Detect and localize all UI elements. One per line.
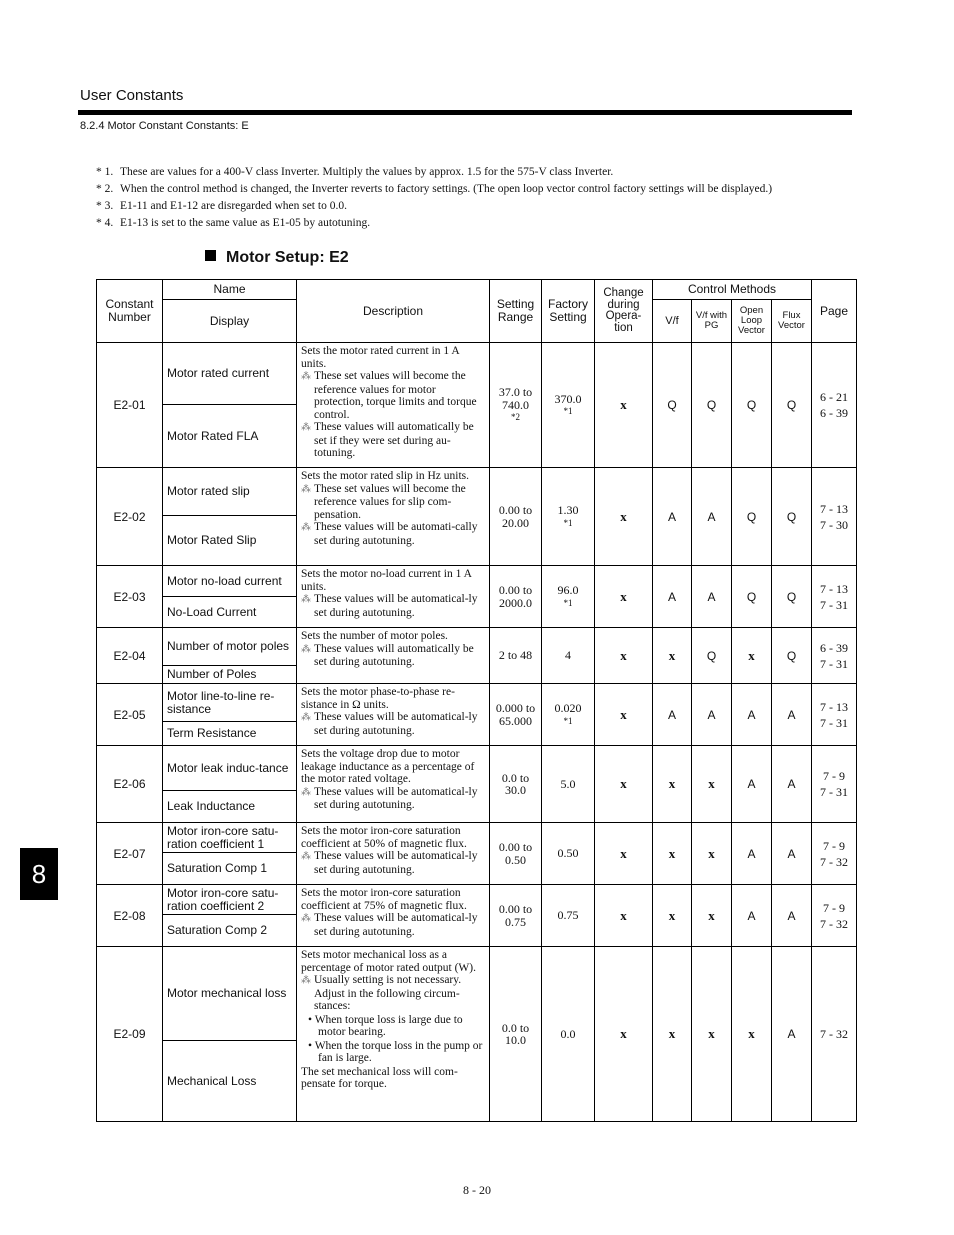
factory-setting-value: 96.0 — [557, 583, 579, 597]
parameter-table — [96, 279, 857, 1122]
constant-number: E2-03 — [97, 566, 163, 628]
parameter-description — [297, 746, 490, 823]
display-name: Leak Inductance — [163, 791, 297, 823]
note-icon: ⁂ — [301, 913, 311, 924]
control-vf-pg: x — [692, 885, 732, 947]
change-during-operation: x — [595, 947, 653, 1122]
footnote-ref: *1 — [563, 715, 573, 726]
note-icon: ⁂ — [301, 522, 311, 533]
setting-range — [490, 746, 542, 823]
factory-setting-value: 5.0 — [560, 776, 576, 791]
setting-range — [490, 947, 542, 1122]
description-note — [301, 421, 485, 460]
bullet-text: When the torque loss in the pump or fan is large. — [314, 1039, 483, 1064]
factory-setting-value: 0.75 — [557, 908, 579, 923]
control-vf-pg: Q — [692, 628, 732, 684]
note-icon: ⁂ — [301, 643, 311, 655]
table-row — [97, 628, 857, 666]
control-flux-vector: A — [772, 746, 812, 823]
description-text: Sets the motor iron-core saturation coefficient at 50% of magnetic flux. — [301, 825, 467, 850]
description-text: Sets the number of motor poles. — [301, 630, 448, 642]
display-name: Term Resistance — [163, 722, 297, 746]
control-vf: x — [653, 885, 692, 947]
description-text: Sets the motor rated current in 1 A units. — [301, 345, 460, 370]
factory-setting — [542, 823, 595, 885]
note-icon: ⁂ — [301, 483, 311, 495]
header-vf: V/f — [653, 300, 692, 343]
footnote-ref: *2 — [511, 412, 520, 423]
footnote-ref: *1 — [563, 406, 573, 416]
parameter-description — [297, 885, 490, 947]
table-row — [97, 566, 857, 597]
control-vf-pg: Q — [692, 343, 732, 468]
description-note — [301, 850, 485, 876]
setting-range-value: 37.0 to 740.0 — [498, 385, 533, 412]
description-note — [301, 643, 485, 669]
control-vf: x — [653, 628, 692, 684]
display-name: Number of Poles — [163, 666, 297, 684]
constant-number: E2-04 — [97, 628, 163, 684]
display-name: Mechanical Loss — [163, 1041, 297, 1122]
note-text: These values will automatically be set during autotuning. — [314, 642, 474, 668]
control-vf-pg: A — [692, 468, 732, 566]
header-name: Name — [163, 280, 297, 300]
constant-number: E2-06 — [97, 746, 163, 823]
note-icon: ⁂ — [301, 712, 311, 723]
factory-setting — [542, 684, 595, 746]
header-constant-number: Constant Number — [97, 280, 163, 343]
description-note — [301, 483, 485, 522]
control-open-loop-vector: A — [732, 823, 772, 885]
control-flux-vector: A — [772, 947, 812, 1122]
header-display: Display — [163, 300, 297, 343]
bullet-item: • When the torque loss in the pump or fan is large. — [308, 1039, 483, 1064]
header-rule — [78, 110, 852, 115]
header-description: Description — [297, 280, 490, 343]
header-factory-setting: Factory Setting — [542, 280, 595, 343]
setting-range — [490, 468, 542, 566]
control-vf: x — [653, 947, 692, 1122]
parameter-name: Motor line-to-line re-sistance — [163, 684, 297, 722]
header-open-loop-vector: Open Loop Vector — [732, 300, 772, 343]
setting-range-value: 0.00 to 20.00 — [498, 503, 533, 530]
factory-setting-value: 1.30 — [557, 503, 579, 517]
note-text: These values will be automati-cally set during autotuning. — [314, 521, 478, 547]
change-during-operation: x — [595, 746, 653, 823]
setting-range-value: 0.000 to 65.000 — [495, 701, 536, 728]
note-icon: ⁂ — [301, 851, 311, 862]
parameter-name: Number of motor poles — [163, 628, 297, 666]
parameter-name: Motor rated slip — [163, 468, 297, 516]
control-flux-vector: Q — [772, 468, 812, 566]
control-open-loop-vector: Q — [732, 566, 772, 628]
parameter-name: Motor iron-core satu-ration coefficient 1 — [163, 823, 297, 853]
description-text: Sets the voltage drop due to motor leakage inductance as a percentage of the motor rated voltage. — [301, 748, 475, 785]
factory-setting — [542, 566, 595, 628]
display-name: Motor Rated FLA — [163, 405, 297, 468]
setting-range-value: 0.00 to 0.75 — [498, 902, 533, 929]
note-icon: ⁂ — [301, 975, 311, 986]
footnote-mark: * 3. — [96, 200, 114, 212]
header-setting-range: Setting Range — [490, 280, 542, 343]
control-vf: A — [653, 684, 692, 746]
setting-range-value: 0.00 to 0.50 — [498, 840, 533, 867]
bullet-list — [301, 1014, 485, 1065]
description-note — [301, 786, 485, 812]
constant-number: E2-01 — [97, 343, 163, 468]
page-reference: 6 - 39 7 - 31 — [812, 628, 857, 684]
control-flux-vector: Q — [772, 566, 812, 628]
control-vf-pg: x — [692, 823, 732, 885]
factory-setting-value: 370.0 — [554, 391, 582, 406]
footnote-mark: * 1. — [96, 166, 114, 178]
control-vf-pg: x — [692, 746, 732, 823]
bullet-item: • When torque loss is large due to motor bearing. — [308, 1013, 463, 1038]
footnote — [96, 217, 796, 230]
control-vf: A — [653, 566, 692, 628]
footnote-mark: * 2. — [96, 183, 114, 195]
square-bullet-icon — [205, 250, 216, 261]
constant-number: E2-08 — [97, 885, 163, 947]
control-flux-vector: A — [772, 885, 812, 947]
control-vf: Q — [653, 343, 692, 468]
table-row — [97, 885, 857, 915]
control-flux-vector: A — [772, 823, 812, 885]
setting-range — [490, 566, 542, 628]
footnote-ref: *1 — [563, 597, 573, 608]
page-reference: 7 - 13 7 - 31 — [812, 566, 857, 628]
setting-range — [490, 628, 542, 684]
bullet-text: When torque loss is large due to motor bearing. — [314, 1013, 463, 1038]
factory-setting — [542, 885, 595, 947]
section-title-text: Motor Setup: E2 — [226, 249, 349, 266]
control-flux-vector: Q — [772, 343, 812, 468]
header-vf-pg: V/f with PG — [692, 300, 732, 343]
factory-setting-value: 0.0 — [560, 1026, 576, 1041]
footnotes — [96, 166, 796, 234]
setting-range-value: 0.0 to 10.0 — [501, 1020, 530, 1047]
header-page: Page — [812, 280, 857, 343]
chapter-tab: 8 — [20, 848, 58, 900]
note-icon: ⁂ — [301, 786, 311, 798]
description-note — [301, 974, 485, 1013]
parameter-description — [297, 947, 490, 1122]
factory-setting — [542, 468, 595, 566]
page-reference: 7 - 9 7 - 31 — [812, 746, 857, 823]
control-open-loop-vector: Q — [732, 468, 772, 566]
control-vf-pg: x — [692, 947, 732, 1122]
setting-range — [490, 823, 542, 885]
note-text: These set values will become the reference values for motor protection, torque limits and torque control. — [314, 370, 477, 421]
footnote-ref: *1 — [563, 517, 573, 528]
header-change-during-operation: Change during Opera- tion — [595, 280, 653, 343]
control-open-loop-vector: x — [732, 628, 772, 684]
description-text: Sets the motor rated slip in Hz units. — [301, 470, 470, 482]
control-flux-vector: A — [772, 684, 812, 746]
change-during-operation: x — [595, 885, 653, 947]
table-row — [97, 746, 857, 791]
footnote-text: E1-11 and E1-12 are disregarded when set to 0.0. — [120, 200, 347, 212]
display-name: Saturation Comp 2 — [163, 915, 297, 947]
control-vf-pg: A — [692, 684, 732, 746]
page-reference: 7 - 13 7 - 30 — [812, 468, 857, 566]
setting-range — [490, 684, 542, 746]
page-reference: 7 - 32 — [812, 947, 857, 1122]
change-during-operation: x — [595, 628, 653, 684]
setting-range-value: 0.0 to 30.0 — [501, 770, 530, 797]
factory-setting — [542, 628, 595, 684]
parameter-name: Motor rated current — [163, 343, 297, 405]
footnote — [96, 183, 796, 196]
parameter-description — [297, 468, 490, 566]
parameter-name: Motor mechanical loss — [163, 947, 297, 1041]
parameter-name: Motor leak induc-tance — [163, 746, 297, 791]
constant-number: E2-02 — [97, 468, 163, 566]
setting-range-value: 2 to 48 — [498, 648, 533, 663]
note-text: These values will be automatical-ly set during autotuning. — [314, 912, 478, 938]
factory-setting — [542, 947, 595, 1122]
parameter-description — [297, 823, 490, 885]
footnote — [96, 166, 796, 179]
setting-range-value: 0.00 to 2000.0 — [498, 583, 533, 610]
control-open-loop-vector: A — [732, 885, 772, 947]
change-during-operation: x — [595, 823, 653, 885]
description-note — [301, 370, 485, 421]
display-name: Saturation Comp 1 — [163, 853, 297, 885]
display-name: No-Load Current — [163, 597, 297, 628]
note-icon: ⁂ — [301, 594, 311, 605]
note-text: Usually setting is not necessary. Adjust in the following circum-stances: — [314, 974, 462, 1012]
control-vf: x — [653, 823, 692, 885]
subsection-title: 8.2.4 Motor Constant Constants: E — [80, 120, 249, 132]
control-open-loop-vector: A — [732, 746, 772, 823]
control-vf-pg: A — [692, 566, 732, 628]
parameter-description — [297, 343, 490, 468]
note-text: These values will be automatical-ly set during autotuning. — [314, 850, 478, 876]
factory-setting — [542, 343, 595, 468]
parameter-description — [297, 628, 490, 684]
constant-number: E2-09 — [97, 947, 163, 1122]
footnote-mark: * 4. — [96, 217, 114, 229]
note-text: These set values will become the reference values for slip com-pensation. — [314, 482, 466, 521]
constant-number: E2-07 — [97, 823, 163, 885]
note-icon: ⁂ — [301, 371, 311, 382]
description-text: Sets the motor phase-to-phase re-sistance in Ω units. — [301, 686, 455, 711]
change-during-operation: x — [595, 343, 653, 468]
display-name: Motor Rated Slip — [163, 516, 297, 566]
change-during-operation: x — [595, 684, 653, 746]
footnote-text: E1-13 is set to the same value as E1-05 by autotuning. — [120, 217, 371, 229]
footnote-text: These are values for a 400-V class Inverter. Multiply the values by approx. 1.5 for the 575-V class Inverter. — [120, 166, 614, 178]
page-number: 8 - 20 — [463, 1183, 491, 1197]
footnote-text: When the control method is changed, the Inverter reverts to factory settings. (The open loop vector control factory settings will be displayed.) — [120, 183, 773, 195]
note-icon: ⁂ — [301, 422, 311, 433]
table-row — [97, 343, 857, 405]
note-text: These values will be automatical-ly set during autotuning. — [314, 785, 478, 811]
page-reference: 6 - 21 6 - 39 — [812, 343, 857, 468]
description-note — [301, 711, 485, 737]
description-text: Sets the motor iron-core saturation coefficient at 75% of magnetic flux. — [301, 887, 467, 912]
factory-setting — [542, 746, 595, 823]
control-vf: A — [653, 468, 692, 566]
description-note — [301, 593, 485, 619]
control-open-loop-vector: Q — [732, 343, 772, 468]
change-during-operation: x — [595, 468, 653, 566]
parameter-description — [297, 684, 490, 746]
page-reference: 7 - 9 7 - 32 — [812, 885, 857, 947]
control-open-loop-vector: A — [732, 684, 772, 746]
table-row — [97, 823, 857, 853]
header-control-methods: Control Methods — [653, 280, 812, 300]
header-flux-vector: Flux Vector — [772, 300, 812, 343]
note-text: These values will automatically be set if they were set during au-totuning. — [314, 421, 474, 459]
setting-range — [490, 885, 542, 947]
constant-number: E2-05 — [97, 684, 163, 746]
change-during-operation: x — [595, 566, 653, 628]
factory-setting-value: 0.50 — [557, 846, 579, 861]
table-row — [97, 947, 857, 1041]
description-tail: The set mechanical loss will com-pensate for torque. — [301, 1065, 458, 1090]
factory-setting-value: 4 — [565, 648, 571, 663]
factory-setting-value: 0.020 — [554, 701, 582, 715]
table-row — [97, 684, 857, 722]
control-vf: x — [653, 746, 692, 823]
description-note — [301, 912, 485, 938]
page-reference: 7 - 9 7 - 32 — [812, 823, 857, 885]
parameter-description — [297, 566, 490, 628]
note-text: These values will be automatical-ly set during autotuning. — [314, 593, 478, 619]
control-open-loop-vector: x — [732, 947, 772, 1122]
table-row — [97, 468, 857, 516]
description-note — [301, 521, 485, 547]
section-title — [205, 249, 349, 267]
control-flux-vector: Q — [772, 628, 812, 684]
description-text: Sets motor mechanical loss as a percentage of motor rated output (W). — [301, 949, 476, 974]
parameter-name: Motor iron-core satu-ration coefficient 2 — [163, 885, 297, 915]
description-text: Sets the motor no-load current in 1 A units. — [301, 568, 472, 593]
footnote — [96, 200, 796, 213]
note-text: These values will be automatical-ly set during autotuning. — [314, 711, 478, 737]
page-reference: 7 - 13 7 - 31 — [812, 684, 857, 746]
page-header-title: User Constants — [80, 87, 184, 104]
parameter-name: Motor no-load current — [163, 566, 297, 597]
setting-range — [490, 343, 542, 468]
